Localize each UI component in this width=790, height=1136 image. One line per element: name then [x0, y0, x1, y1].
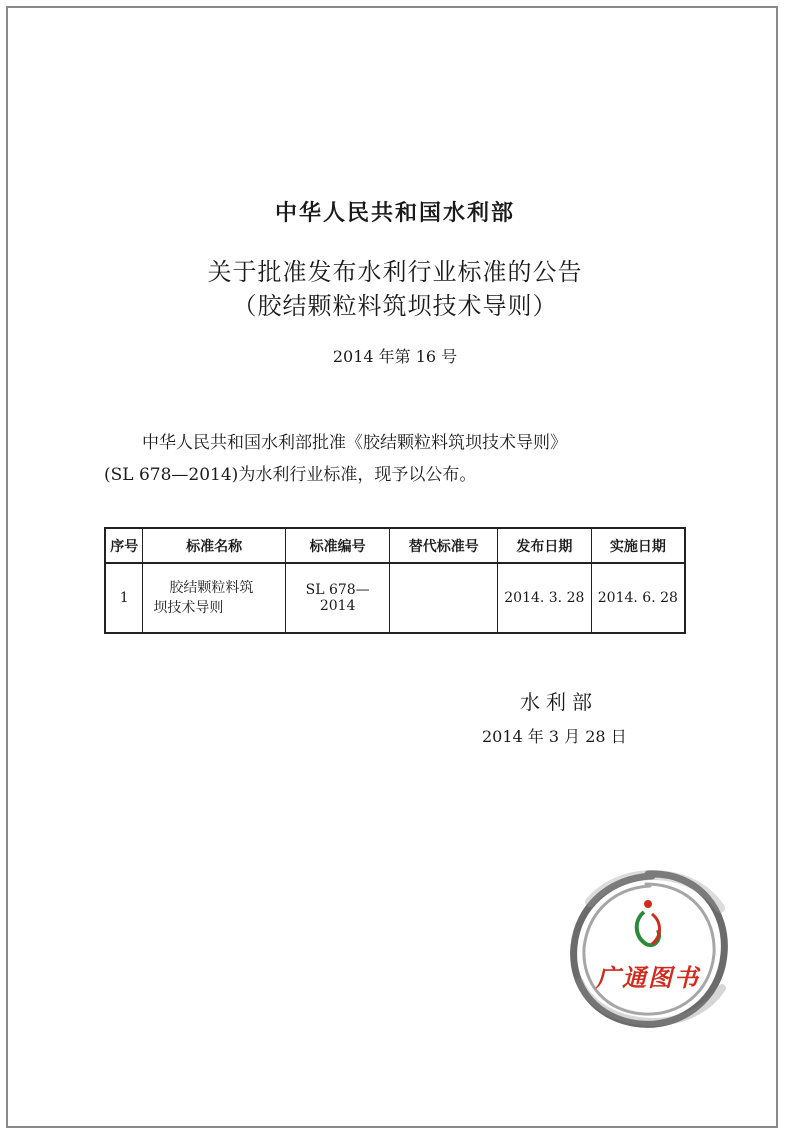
- seal-text: 广通图书: [596, 964, 700, 992]
- signature-date: 2014 年 3 月 28 日: [482, 727, 627, 746]
- body-paragraph-line2: (SL 678—2014)为水利行业标准，现予以公布。: [104, 465, 477, 485]
- publisher-seal-icon: [560, 862, 736, 1038]
- seal-emblem: [637, 900, 660, 945]
- announcement-number: 2014 年第 16 号: [332, 347, 458, 366]
- table-row: [105, 563, 685, 633]
- cell-name-line1: 胶结颗粒料筑: [169, 580, 254, 596]
- cell-replaces: [390, 563, 498, 633]
- announcement-title: 关于批准发布水利行业标准的公告: [207, 258, 583, 286]
- cell-code: SL 678—2014: [285, 563, 390, 633]
- header-replaces: 替代标准号: [390, 528, 498, 563]
- cell-publish-date: 2014. 3. 28: [497, 563, 591, 633]
- header-name: 标准名称: [143, 528, 285, 563]
- table-header-row: [105, 528, 685, 563]
- header-code: 标准编号: [285, 528, 390, 563]
- announcement-subtitle: （胶结颗粒料筑坝技术导则）: [232, 292, 558, 320]
- ministry-name: 中华人民共和国水利部: [274, 200, 515, 226]
- standards-table: [104, 527, 686, 634]
- cell-index: 1: [105, 563, 143, 633]
- body-paragraph-line1: 中华人民共和国水利部批准《胶结颗粒料筑坝技术导则》: [142, 433, 567, 453]
- header-publish-date: 发布日期: [497, 528, 591, 563]
- cell-effective-date: 2014. 6. 28: [591, 563, 685, 633]
- cell-name: [143, 563, 285, 633]
- header-index: 序号: [105, 528, 143, 563]
- header-effective-date: 实施日期: [591, 528, 685, 563]
- signer: 水利部: [520, 690, 598, 714]
- cell-name-line2: 坝技术导则: [153, 600, 224, 616]
